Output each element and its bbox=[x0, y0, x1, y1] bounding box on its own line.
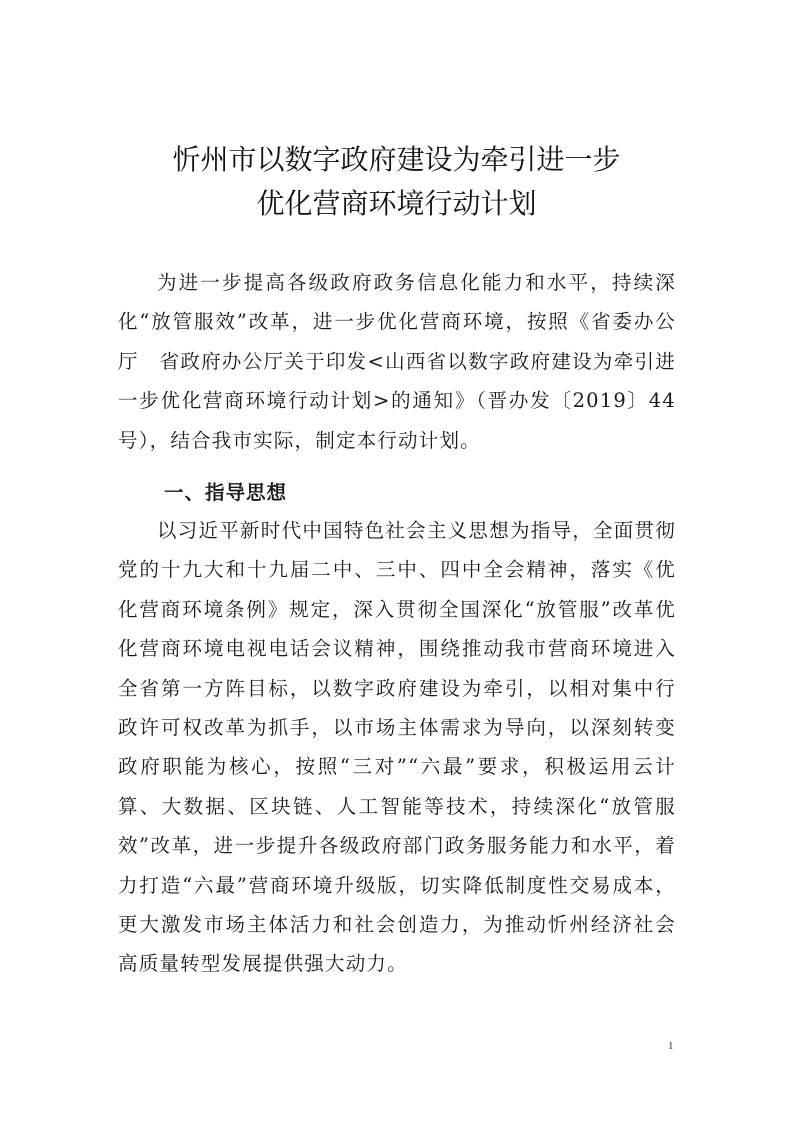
section1-paragraph: 以习近平新时代中国特色社会主义思想为指导，全面贯彻党的十九大和十九届二中、三中、四中全会精神，落实《优化营商环境条例》规定，深入贯彻全国深化“放管服”改革优化营商环境电视电话会议精神，围绕推动我市营商环境进入全省第一方阵目标，以数字政府建设为牵引，以相对集中行政许可权改革为抓手，以市场主体需求为导向，以深刻转变政府职能为核心，按照“三对”“六最”要求，积极运用云计算、大数据、区块链、人工智能等技术，持续深化“放管服效”改革，进一步提升各级政府部门政务服务能力和水平，着力打造“六最”营商环境升级版，切实降低制度性交易成本，更大激发市场主体活力和社会创造力，为推动忻州经济社会高质量转型发展提供强大动力。 bbox=[118, 519, 676, 976]
section-heading-guiding-ideology: 一、指导思想 bbox=[164, 481, 288, 504]
page-number: 1 bbox=[668, 1040, 674, 1052]
intro-paragraph: 为进一步提高各级政府政务信息化能力和水平，持续深化“放管服效”改革，进一步优化营商环境，按照《省委办公厅 省政府办公厅关于印发<山西省以数字政府建设为牵引进一步优化营商环境行动计划>的通知》（晋办发〔2019〕44号），结合我市实际，制定本行动计划。 bbox=[118, 271, 676, 452]
document-title-line-1: 忻州市以数字政府建设为牵引进一步 bbox=[172, 143, 621, 176]
document-title-line-2: 优化营商环境行动计划 bbox=[256, 187, 537, 220]
